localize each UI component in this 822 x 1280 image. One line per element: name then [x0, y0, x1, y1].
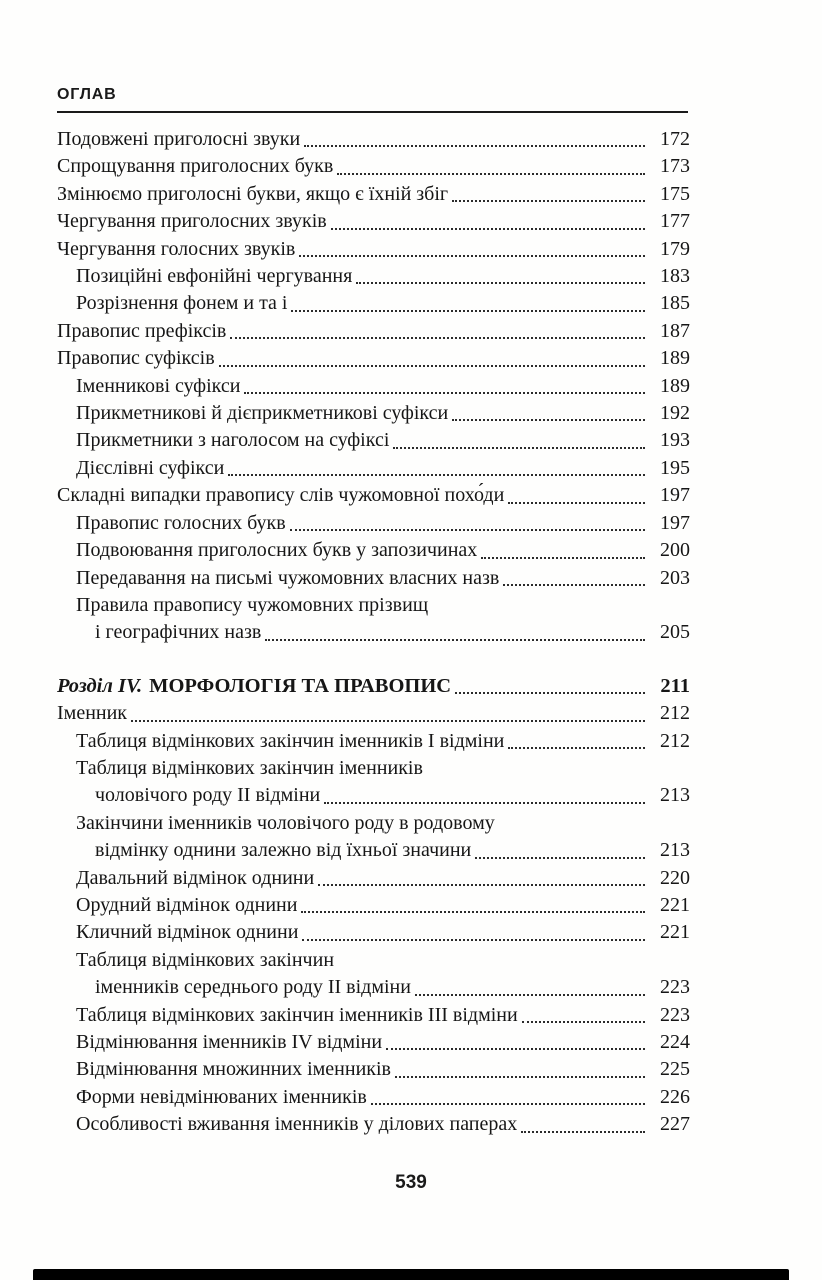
toc-page-number: 213 [660, 784, 690, 807]
dotted-leader [504, 728, 648, 755]
dotted-leader [295, 236, 648, 263]
dotted-leader [411, 974, 648, 1001]
dotted-leader [215, 345, 648, 372]
toc-entry-title: Правопис суфіксів [57, 347, 215, 370]
toc-entry [57, 373, 690, 400]
toc-page-number: 223 [660, 976, 690, 999]
toc-page-number: 223 [660, 1003, 690, 1026]
toc-entry-title: Змінюємо приголосні букви, якщо є їхній збіг [57, 182, 449, 205]
toc-entry-title: Правопис префіксів [57, 319, 227, 342]
toc-entry [57, 318, 690, 345]
toc-entry-title: Таблиця відмінкових закінчин іменників [76, 756, 423, 779]
dotted-leader [327, 208, 648, 235]
toc-entry-title: Іменник [57, 702, 128, 725]
toc-entry [57, 755, 690, 782]
toc-page-number: 205 [660, 621, 690, 644]
toc-entry [57, 126, 690, 153]
dotted-leader [451, 673, 648, 700]
toc-entry-title: Чергування приголосних звуків [57, 210, 327, 233]
toc-page-number: 197 [660, 511, 690, 534]
toc-entry [57, 153, 690, 180]
toc-entry-title: Іменникові суфікси [76, 374, 241, 397]
toc-entry [57, 810, 690, 837]
dotted-leader [389, 427, 648, 454]
toc-page-number: 179 [660, 237, 690, 260]
toc-entry [57, 208, 690, 235]
toc-entry-continuation [57, 837, 690, 864]
toc-entry [57, 400, 690, 427]
toc-entry [57, 592, 690, 619]
toc-page-number: 177 [660, 210, 690, 233]
dotted-leader [300, 126, 648, 153]
dotted-leader [504, 482, 648, 509]
toc-page-number: 224 [660, 1031, 690, 1053]
toc-page-number: 211 [660, 674, 690, 697]
toc-entry-title: Прикметникові й дієприкметникові суфікси [76, 402, 449, 425]
toc-entry-title: Кличний відмінок однини [76, 921, 299, 944]
toc-entry-title: Орудний відмінок однини [76, 893, 298, 916]
toc-page-number: 197 [660, 484, 690, 507]
toc-entry-title: Правопис голосних букв [76, 511, 286, 534]
toc-entry [57, 1111, 690, 1138]
toc-page-number: 185 [660, 292, 690, 315]
toc-page-number: 189 [660, 374, 690, 397]
toc-page-number: 221 [660, 921, 690, 944]
toc-entry [57, 947, 690, 974]
toc-entry-title: Особливості вживання іменників у ділових паперах [76, 1113, 518, 1136]
dotted-leader [391, 1056, 648, 1083]
toc-section-heading [57, 673, 690, 700]
dotted-leader [240, 373, 648, 400]
toc-entry [57, 892, 690, 919]
toc-page-number: 227 [660, 1113, 690, 1136]
dotted-leader [226, 318, 648, 345]
toc-section-prefix: Розділ IV. [57, 674, 143, 697]
dotted-leader [382, 1029, 648, 1056]
toc-entry-title: Відмінювання множинних іменників [76, 1058, 391, 1081]
toc-entry [57, 181, 690, 208]
toc-entry-title: Спрощування приголосних букв [57, 155, 334, 178]
toc-entry-title: Закінчини іменників чоловічого роду в родовому [76, 811, 495, 834]
dotted-leader [367, 1084, 648, 1111]
dotted-leader [517, 1111, 648, 1138]
toc-page-number: 172 [660, 128, 690, 150]
toc-entry-title: і географічних назв [95, 621, 262, 644]
toc-entry [57, 455, 690, 482]
dotted-leader [448, 181, 648, 208]
toc-page-number: 203 [660, 566, 690, 589]
dotted-leader [352, 263, 648, 290]
toc-entry-continuation [57, 782, 690, 809]
toc-entry-title: Позиційні евфонійні чергування [76, 265, 353, 288]
toc-entry-title: Передавання на письмі чужомовних власних назв [76, 566, 500, 589]
toc-page-number: 193 [660, 429, 690, 452]
toc-entry [57, 236, 690, 263]
toc-entry-continuation [57, 974, 690, 1001]
toc-entry [57, 565, 690, 592]
dotted-leader [261, 619, 648, 646]
toc-page-number: 183 [660, 265, 690, 288]
toc-entry-title: Правила правопису чужомовних прізвищ [76, 593, 429, 616]
toc-entry-title: Таблиця відмінкових закінчин [76, 948, 335, 971]
scan-artifact-bar [33, 1269, 789, 1280]
toc-entry [57, 345, 690, 372]
dotted-leader [471, 837, 648, 864]
toc-entry-title: Таблиця відмінкових закінчин іменників I відміни [76, 729, 505, 752]
dotted-leader [297, 892, 648, 919]
toc-page-number: 200 [660, 539, 690, 562]
toc-page-number: 173 [660, 155, 690, 178]
toc-entry [57, 290, 690, 317]
toc-entry-title: Таблиця відмінкових закінчин іменників III відміни [76, 1003, 518, 1026]
toc-entry [57, 1084, 690, 1111]
toc-entry-title: Дієслівні суфікси [76, 456, 225, 479]
toc-entry [57, 427, 690, 454]
toc-entry-title: Подовжені приголосні звуки [57, 128, 301, 150]
toc-entry [57, 1056, 690, 1083]
toc-page-number: 192 [660, 402, 690, 425]
dotted-leader [127, 700, 648, 727]
dotted-leader [298, 919, 648, 946]
toc-page-number: 221 [660, 893, 690, 916]
toc-entry-title: відмінку однини залежно від їхньої значини [95, 839, 472, 862]
dotted-leader [448, 400, 648, 427]
dotted-leader [477, 537, 648, 564]
toc-entry [57, 482, 690, 509]
toc-entry-title: чоловічого роду II відміни [95, 784, 321, 807]
toc-entry [57, 1002, 690, 1029]
toc-entry-title: Складні випадки правопису слів чужомовної похо́ди [57, 484, 505, 507]
toc-page-number: 195 [660, 456, 690, 479]
toc-page-number: 226 [660, 1085, 690, 1108]
toc-entry-title: іменників середнього роду II відміни [95, 976, 411, 999]
toc-entry [57, 728, 690, 755]
toc-entry [57, 263, 690, 290]
toc-page-number: 175 [660, 182, 690, 205]
toc-entry [57, 865, 690, 892]
toc-page-number: 220 [660, 866, 690, 889]
toc-entry-title: Форми невідмінюваних іменників [76, 1085, 367, 1108]
dotted-leader [286, 510, 648, 537]
toc-entry [57, 537, 690, 564]
toc-page-number: 213 [660, 839, 690, 862]
page-number-footer: 539 [395, 1172, 427, 1193]
toc-page-number: 225 [660, 1058, 690, 1081]
toc-entry [57, 510, 690, 537]
toc-page-number: 189 [660, 347, 690, 370]
toc-page-number: 212 [660, 729, 690, 752]
toc-entry-continuation [57, 619, 690, 646]
dotted-leader [314, 865, 648, 892]
dotted-leader [224, 455, 648, 482]
toc-entry-title: Відмінювання іменників IV відміни [76, 1031, 383, 1053]
dotted-leader [320, 782, 648, 809]
toc-list [57, 126, 690, 1139]
header-title: ОГЛАВ [57, 86, 117, 103]
dotted-leader [499, 565, 648, 592]
toc-page-number: 212 [660, 702, 690, 725]
toc-entry-title: Чергування голосних звуків [57, 237, 296, 260]
toc-page-number: 187 [660, 319, 690, 342]
toc-entry-title: Подвоювання приголосних букв у запозичинах [76, 539, 478, 562]
dotted-leader [518, 1002, 648, 1029]
toc-entry-title: Прикметники з наголосом на суфіксі [76, 429, 390, 452]
toc-entry-title: Розділ IV. МОРФОЛОГІЯ ТА ПРАВОПИС [57, 674, 452, 697]
toc-entry [57, 919, 690, 946]
toc-entry-title: Давальний відмінок однини [76, 866, 315, 889]
toc-entry [57, 1029, 690, 1056]
running-header [57, 86, 688, 113]
dotted-leader [333, 153, 648, 180]
toc-entry [57, 700, 690, 727]
dotted-leader [287, 290, 648, 317]
toc-entry-title: Розрізнення фонем и та і [76, 292, 288, 315]
